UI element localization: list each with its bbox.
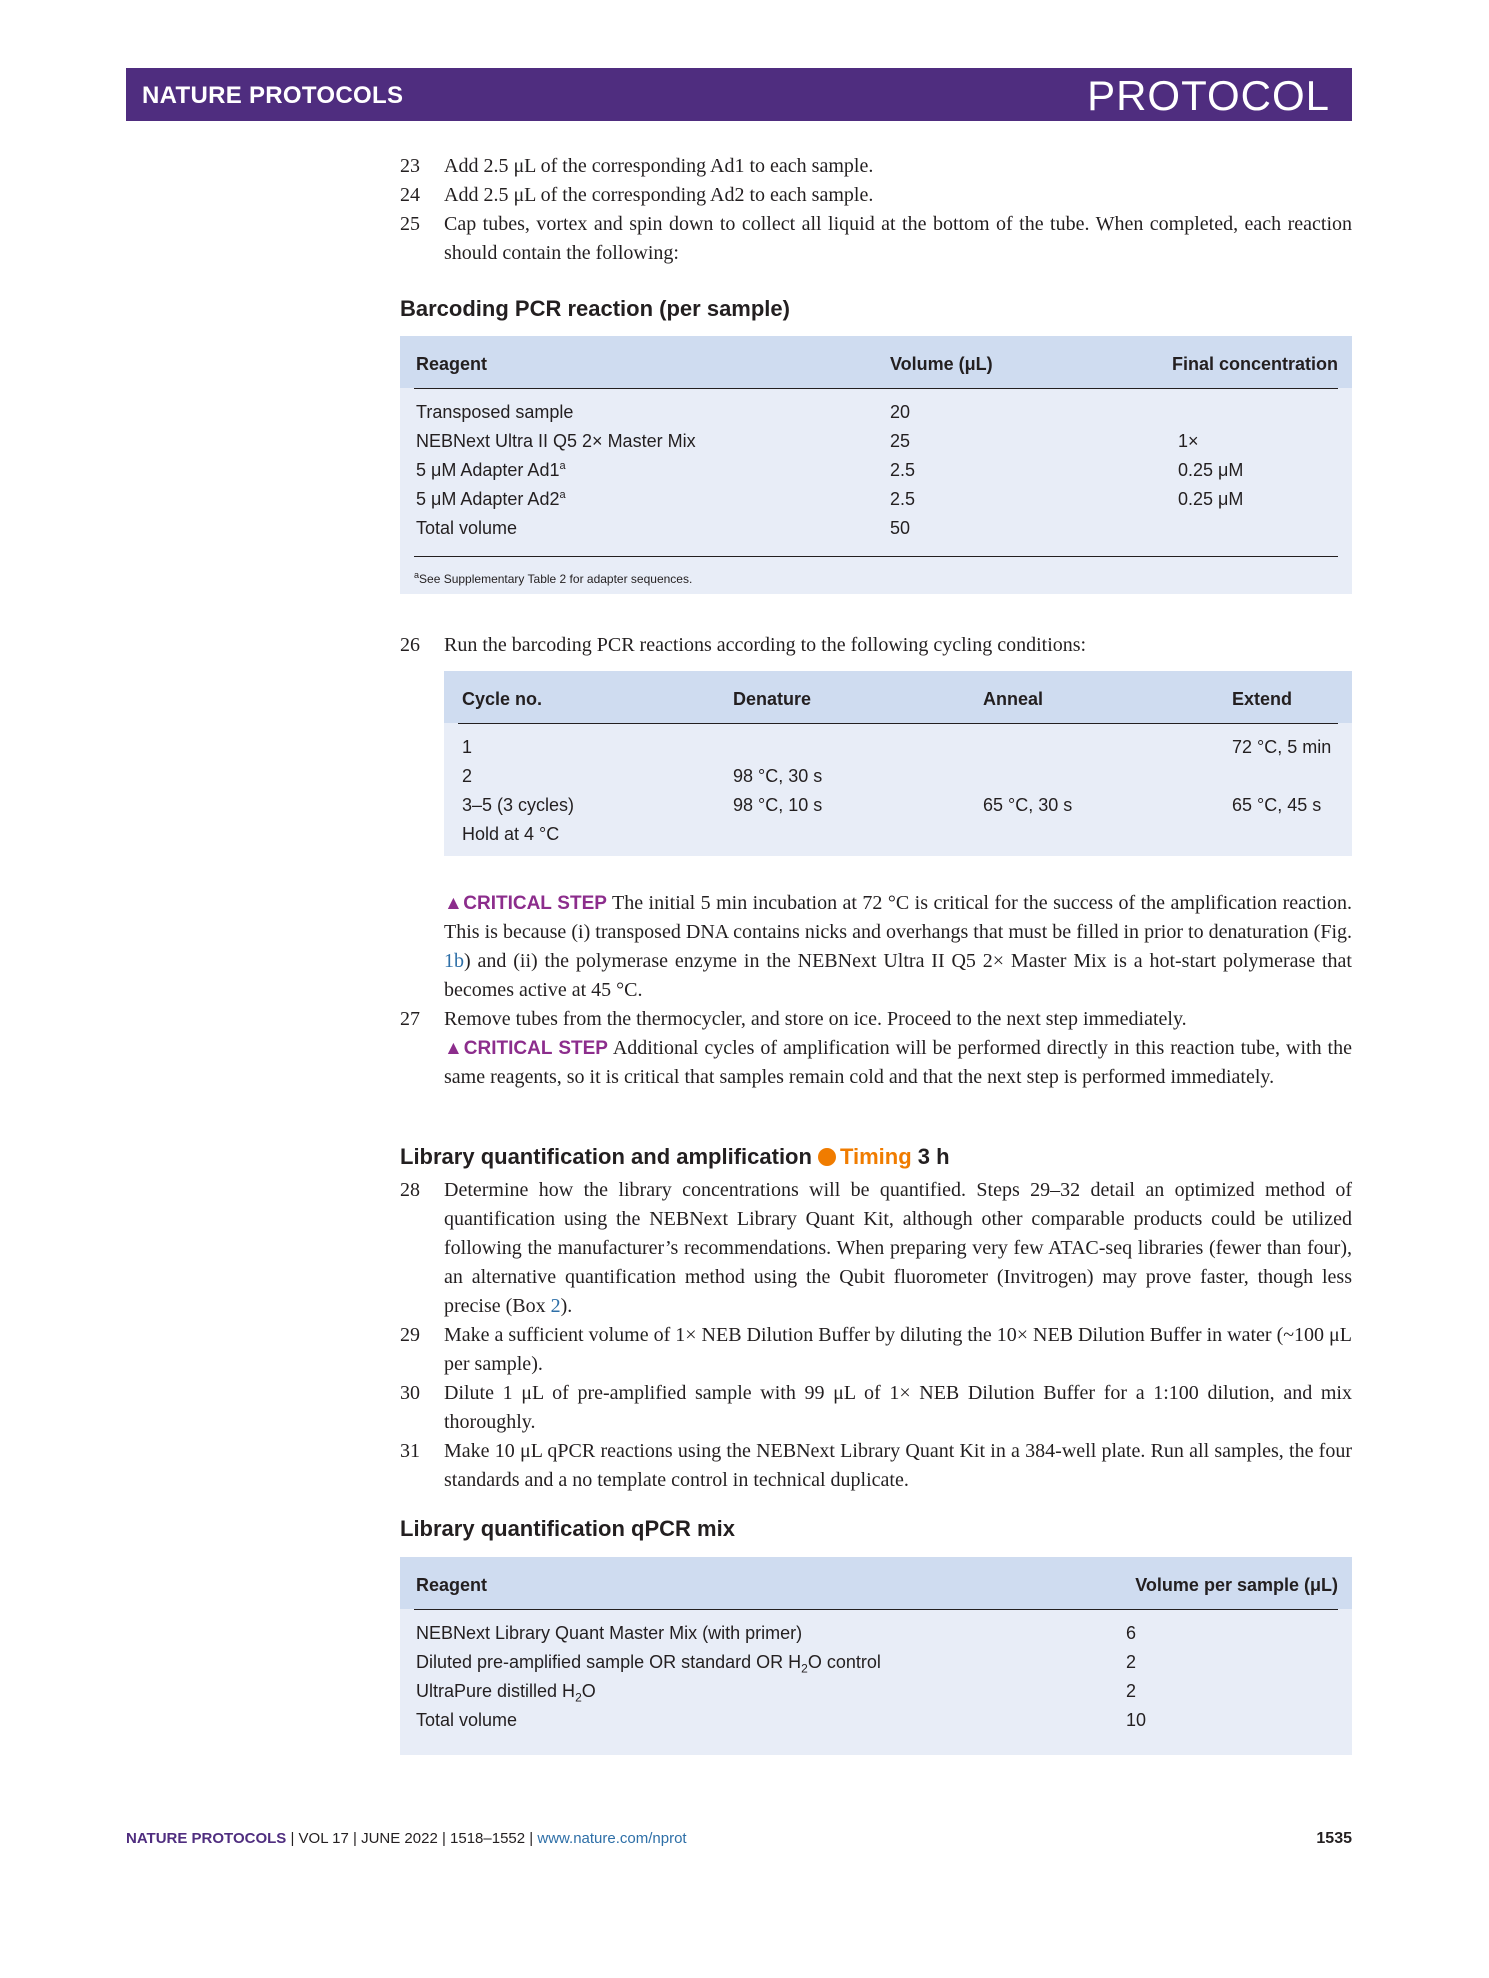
step-text-part: Determine how the library concentrations will be quantified. Steps 29–32 detail an optimized method of quantification using the NEBNext Library Quant Kit, although other comparable products could be utilized following the manufacturer’s recommendations. When preparing very few ATAC-seq libraries (fewer than four), an alternative quantification method using the Qubit fluorometer (Invitrogen) may prove faster, though less precise (Box [444,1179,1352,1317]
step-text: Cap tubes, vortex and spin down to collect all liquid at the bottom of the tube. When completed, each reaction should contain the following: [444,213,1352,264]
table2-header-rule [458,723,1338,724]
table-cell: 1× [1178,431,1199,451]
table1-col-volume: Volume (μL) [890,354,993,374]
table-cell: 65 °C, 45 s [1232,795,1322,815]
table1-header-rule [414,388,1338,389]
step-number: 27 [400,1008,420,1030]
step-number: 30 [400,1382,420,1404]
reagent-text: O [581,1681,596,1701]
table2-col-denature: Denature [733,689,812,709]
table-cell [416,489,566,510]
table2-col-cycle: Cycle no. [462,689,543,709]
step-number: 28 [400,1179,420,1201]
table3-col-volume: Volume per sample (μL) [1135,1575,1338,1595]
subscript: 2 [801,1661,808,1676]
table-cell: 10 [1126,1710,1147,1730]
step-number: 23 [400,155,420,177]
step-text: Make 10 μL qPCR reactions using the NEBNext Library Quant Kit in a 384-well plate. Run all samples, the four standards and a no template control in technical duplicate. [444,1440,1352,1491]
critical-step-1 [444,889,1352,1005]
table-cell [416,1652,881,1676]
table-cell [416,460,566,481]
footnote-marker: a [559,460,566,472]
table-cell: 0.25 μM [1178,460,1244,480]
table1-col-conc: Final concentration [1171,354,1338,374]
step-text: Add 2.5 μL of the corresponding Ad1 to each sample. [444,155,874,177]
article-type: PROTOCOL [1087,72,1330,119]
table-cell: 2 [1126,1681,1137,1701]
step-27 [400,1005,1352,1034]
table2-box [444,671,1352,856]
footer-pages: 1518–1552 [450,1830,526,1847]
step-text: Dilute 1 μL of pre-amplified sample with 99 μL of 1× NEB Dilution Buffer for a 1:100 dilution, and mix thoroughly. [444,1382,1352,1433]
table-cell: 0.25 μM [1178,489,1244,509]
table2-col-anneal: Anneal [983,689,1044,709]
step-number: 24 [400,184,420,206]
figure-link[interactable]: 1b [444,950,464,972]
critical-text: Additional cycles of amplification will be performed directly in this reaction tube, with the same reagents, so it is critical that samples remain cold and that the next step is performed immediately. [444,1037,1352,1088]
table-cell [416,1681,596,1705]
table-cell: 65 °C, 30 s [983,795,1073,815]
footnote-marker: a [559,489,566,501]
step-31 [400,1437,1352,1495]
table1-box [400,336,1352,594]
footer-journal: NATURE PROTOCOLS [126,1830,287,1847]
reagent-text: Diluted pre-amplified sample OR standard OR H [416,1652,802,1672]
reagent-text: UltraPure distilled H [416,1681,576,1701]
table-cell [416,1710,517,1734]
step-30 [400,1379,1352,1437]
header-banner [126,68,1352,121]
table1-footnote [414,570,692,586]
footer-volume: VOL 17 [298,1830,349,1847]
table1-col-reagent: Reagent [416,354,488,374]
step-number: 26 [400,634,420,656]
table-cell: 2 [1126,1652,1137,1672]
step-28 [400,1176,1352,1321]
footnote-text: See Supplementary Table 2 for adapter sequences. [419,572,693,586]
table3-box [400,1557,1352,1755]
section-title: Library quantification and amplification [400,1144,812,1169]
table-cell [416,1623,802,1647]
footer-url[interactable]: www.nature.com/nprot [537,1830,687,1847]
table-cell: 98 °C, 30 s [733,766,823,786]
footnote-marker: a [414,570,420,580]
step-number: 29 [400,1324,420,1346]
table-cell: 3–5 (3 cycles) [462,795,575,815]
reagent-text: O control [807,1652,881,1672]
step-number: 31 [400,1440,420,1462]
table1-bottom-rule [414,556,1338,557]
table-cell: 72 °C, 5 min [1232,737,1332,757]
table-cell: 2.5 [890,489,916,509]
table-cell: 6 [1126,1623,1137,1643]
step-text-part: ). [560,1295,573,1317]
page-footer: NATURE PROTOCOLS | VOL 17 | JUNE 2022 | 1518–1552 | www.nature.com/nprot [126,1830,687,1847]
critical-step-label: ▲CRITICAL STEP [444,1038,608,1059]
step-24 [400,181,1352,210]
table-cell: Total volume [416,518,518,538]
table-cell: 25 [890,431,911,451]
step-number: 25 [400,213,420,235]
critical-text: The initial 5 min incubation at 72 °C is critical for the success of the amplification reaction. This is because (i) transposed DNA contains nicks and overhangs that must be filled in prior to denaturation (Fig. [444,892,1352,943]
step-23 [400,152,1352,181]
section-heading [400,1144,950,1170]
reagent-name: 5 μM Adapter Ad1 [416,460,560,480]
table3-header-rule [414,1609,1338,1610]
step-text: Run the barcoding PCR reactions according to the following cycling conditions: [444,634,1087,656]
step-text: Add 2.5 μL of the corresponding Ad2 to each sample. [444,184,874,206]
critical-text: ) and (ii) the polymerase enzyme in the NEBNext Ultra II Q5 2× Master Mix is a hot-start polymerase that becomes active at 45 °C. [444,950,1352,1001]
critical-step-label: ▲CRITICAL STEP [444,893,607,914]
box-link[interactable]: 2 [550,1295,561,1317]
step-25 [400,210,1352,268]
table-cell: Hold at 4 °C [462,824,560,844]
table-cell: 98 °C, 10 s [733,795,823,815]
subscript: 2 [575,1690,582,1705]
timing-icon [818,1148,836,1166]
table-cell: 20 [890,402,911,422]
page-number: 1535 [1316,1830,1352,1847]
table1-title: Barcoding PCR reaction (per sample) [400,296,790,321]
step-text: Make a sufficient volume of 1× NEB Dilution Buffer by diluting the 10× NEB Dilution Buffer in water (~100 μL per sample). [444,1324,1352,1375]
table3-col-reagent: Reagent [416,1575,488,1595]
reagent-text: NEBNext Library Quant Master Mix (with primer) [416,1623,803,1643]
step-29 [400,1321,1352,1379]
footer-date: JUNE 2022 [361,1830,438,1847]
step-26 [400,631,1352,660]
critical-step-2 [444,1034,1352,1092]
reagent-name: 5 μM Adapter Ad2 [416,489,560,509]
table-cell: 2.5 [890,460,916,480]
timing-value: 3 h [917,1144,950,1169]
table-cell: NEBNext Ultra II Q5 2× Master Mix [416,431,696,451]
reagent-text: Total volume [416,1710,518,1730]
timing-label: Timing [839,1144,912,1169]
table3-title: Library quantification qPCR mix [400,1516,735,1541]
table-cell: 2 [462,766,473,786]
step-text [444,1176,1352,1321]
step-text: Remove tubes from the thermocycler, and store on ice. Proceed to the next step immediately. [444,1008,1187,1030]
table-cell: 1 [462,737,473,757]
table-cell: Transposed sample [416,402,574,422]
table-cell: 50 [890,518,911,538]
table2-header [444,671,1352,723]
journal-name: NATURE PROTOCOLS [142,82,404,109]
table2-col-extend: Extend [1232,689,1293,709]
